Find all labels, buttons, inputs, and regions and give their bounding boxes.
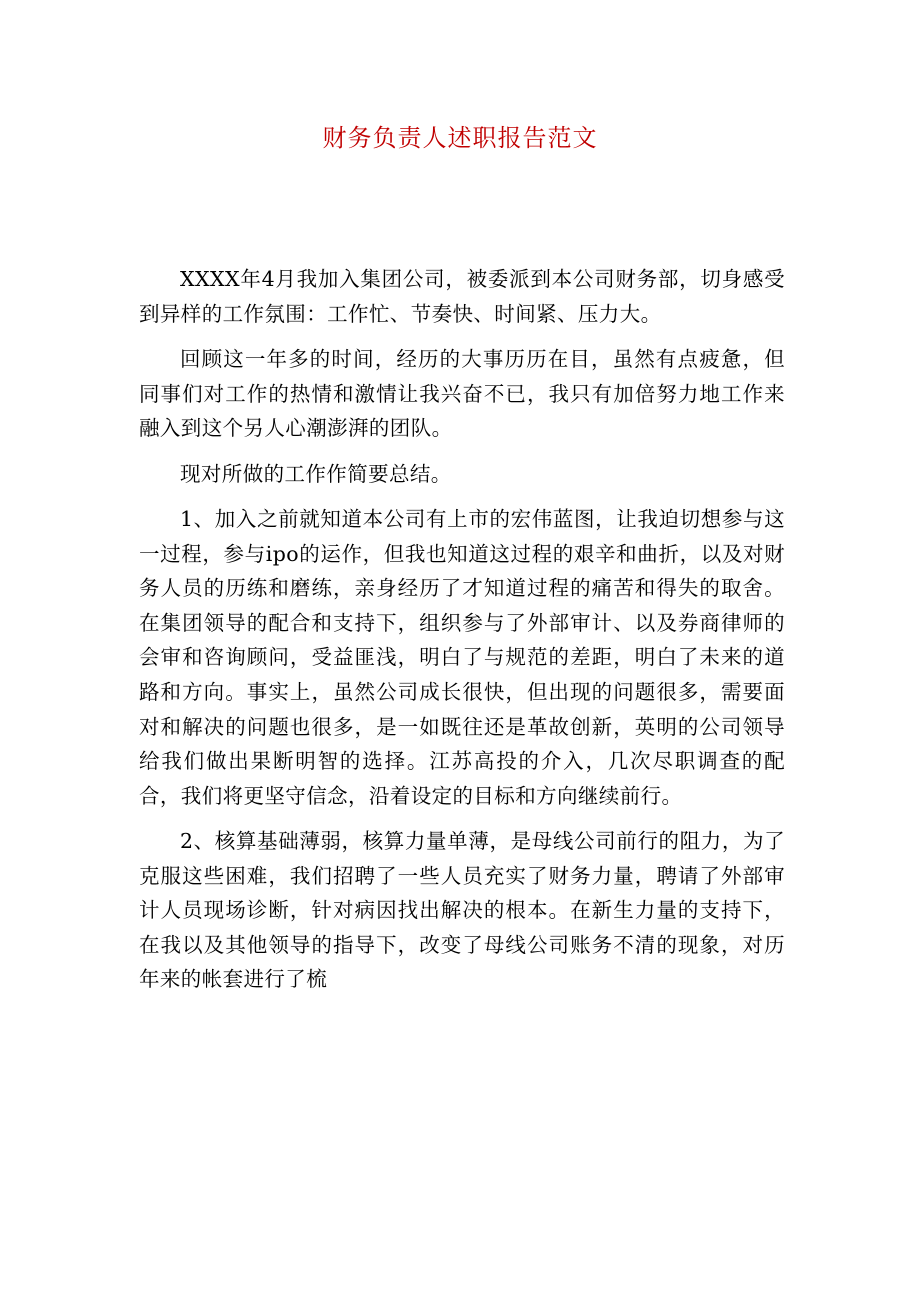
paragraph-summary-lead: 现对所做的工作作简要总结。	[180, 461, 452, 486]
paragraph-review: 回顾这一年多的时间，经历的大事历历在目，虽然有点疲惫，但同事们对工作的热情和激情让我兴奋不已，我只有加倍努力地工作来融入到这个另人心潮澎湃的团队。	[139, 346, 785, 441]
paragraph-intro: XXXX年4月我加入集团公司，被委派到本公司财务部，切身感受到异样的工作氛围：工作忙、节奏快、时间紧、压力大。	[139, 267, 785, 326]
document-body	[139, 262, 785, 1008]
paragraph-item-2: 2、核算基础薄弱，核算力量单薄，是母线公司前行的阻力，为了克服这些困难，我们招聘了一些人员充实了财务力量，聘请了外部审计人员现场诊断，针对病因找出解决的根本。在新生力量的支持下，在我以及其他领导的指导下，改变了母线公司账务不清的现象，对历年来的帐套进行了梳	[139, 829, 785, 992]
document-title: 财务负责人述职报告范文	[322, 124, 598, 152]
paragraph-item-1: 1、加入之前就知道本公司有上市的宏伟蓝图，让我迫切想参与这一过程，参与ipo的运作，但我也知道这过程的艰辛和曲折，以及对财务人员的历练和磨练，亲身经历了才知道过程的痛苦和得失的取舍。在集团领导的配合和支持下，组织参与了外部审计、以及券商律师的会审和咨询顾问，受益匪浅，明白了与规范的差距，明白了未来的道路和方向。事实上，虽然公司成长很快，但出现的问题很多，需要面对和解决的问题也很多，是一如既往还是革故创新，英明的公司领导给我们做出果断明智的选择。江苏高投的介入，几次尽职调查的配合，我们将更坚守信念，沿着设定的目标和方向继续前行。	[139, 506, 785, 808]
